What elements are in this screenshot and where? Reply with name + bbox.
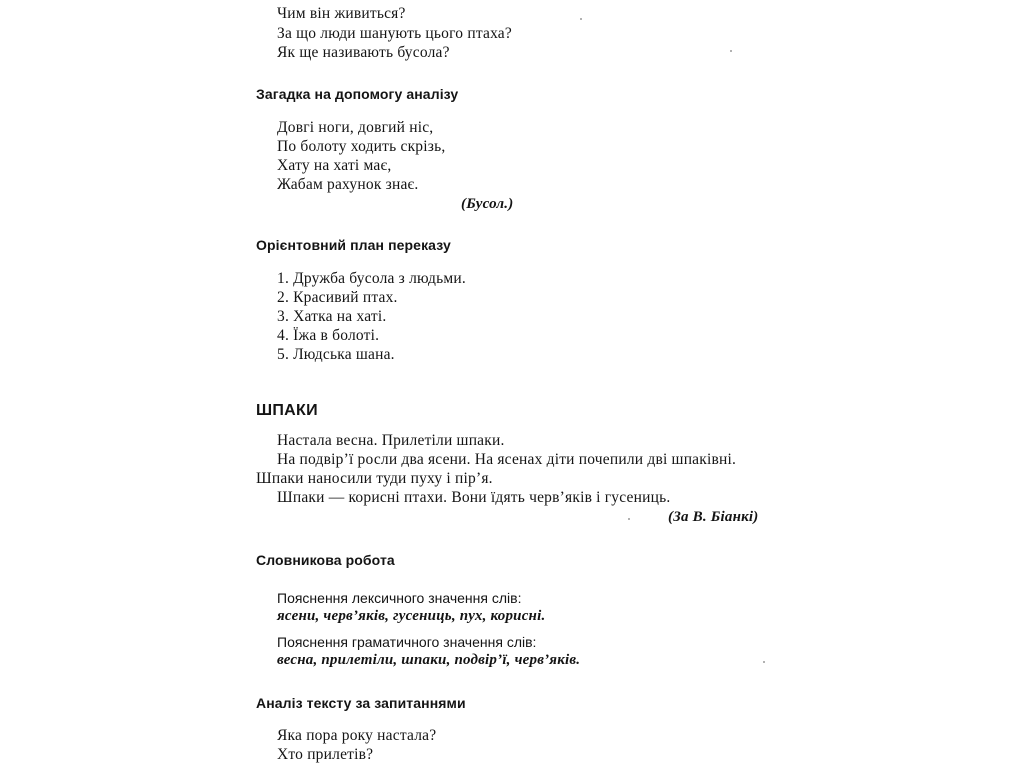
vocab-heading: Словникова робота — [256, 552, 395, 568]
scan-speck — [730, 50, 732, 52]
lexical-words: ясени, черв’яків, гусениць, пух, корисні. — [277, 608, 546, 624]
story-title: ШПАКИ — [256, 402, 318, 419]
plan-item: 4. Їжа в болоті. — [277, 327, 380, 344]
plan-item: 5. Людська шана. — [277, 346, 395, 363]
story-line: Шпаки — корисні птахи. Вони їдять черв’яків і гусениць. — [277, 489, 671, 506]
riddle-line: Жабам рахунок знає. — [277, 176, 419, 193]
scan-speck — [628, 518, 630, 520]
plan-item: 1. Дружба бусола з людьми. — [277, 270, 466, 287]
plan-heading: Орієнтовний план переказу — [256, 237, 451, 253]
story-author: (За В. Біанкі) — [668, 509, 759, 525]
question-line: Чим він живиться? — [277, 5, 406, 22]
scan-speck — [580, 18, 582, 20]
scan-speck — [763, 661, 765, 663]
question-line: За що люди шанують цього птаха? — [277, 25, 512, 42]
story-line: На подвір’ї росли два ясени. На ясенах діти почепили дві шпаківні. — [277, 451, 737, 468]
riddle-line: Хату на хаті має, — [277, 157, 392, 174]
question-line: Як ще називають бусола? — [277, 44, 450, 61]
riddle-heading: Загадка на допомогу аналізу — [256, 86, 459, 102]
analysis-heading: Аналіз тексту за запитаннями — [256, 695, 466, 711]
grammar-words: весна, прилетіли, шпаки, подвір’ї, черв’яків. — [277, 652, 581, 668]
story-line: Настала весна. Прилетіли шпаки. — [277, 432, 505, 449]
riddle-line: Довгі ноги, довгий ніс, — [277, 119, 434, 136]
story-line: Шпаки наносили туди пуху і пір’я. — [256, 470, 493, 487]
plan-item: 2. Красивий птах. — [277, 289, 398, 306]
grammar-label: Пояснення граматичного значення слів: — [277, 634, 537, 650]
analysis-question: Яка пора року настала? — [277, 727, 437, 744]
analysis-question: Хто прилетів? — [277, 746, 374, 763]
plan-item: 3. Хатка на хаті. — [277, 308, 387, 325]
riddle-line: По болоту ходить скрізь, — [277, 138, 446, 155]
lexical-label: Пояснення лексичного значення слів: — [277, 590, 522, 606]
riddle-answer: (Бусол.) — [461, 196, 514, 212]
